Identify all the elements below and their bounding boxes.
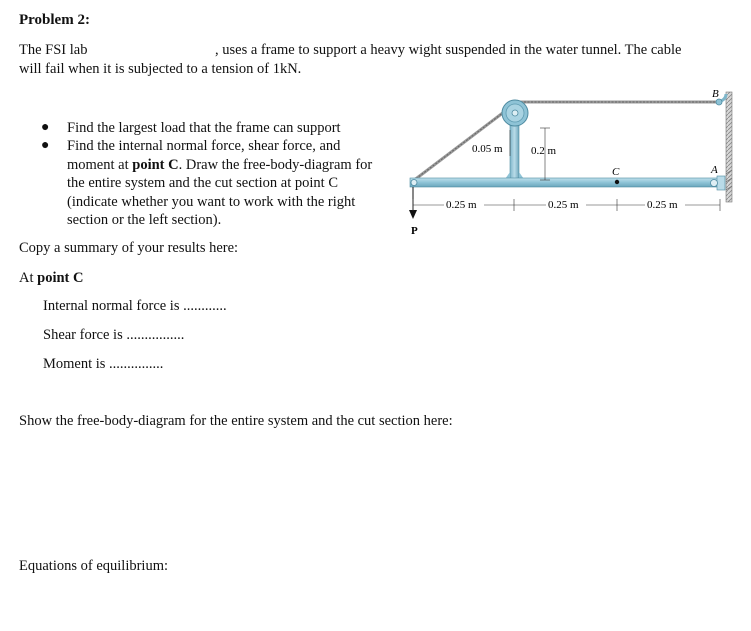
shear-force-line: Shear force is ................ [43,327,185,343]
task-text: Find the internal normal force, shear force, and [67,138,341,155]
bullet-dot-icon: ● [41,120,50,135]
intro-text-start: The FSI lab [19,42,88,58]
at-point-label: point C [37,270,84,286]
dim-span-2: 0.25 m [548,199,579,211]
results-prompt: Copy a summary of your results here: [19,240,239,256]
task-list [41,119,386,229]
task-text: . Draw the free-body-diagram for [178,156,373,173]
task-text: (indicate whether you want to work with the right [67,193,356,210]
intro-text-continued: , uses a frame to support a heavy wight suspended in the water tunnel. The cable [215,42,682,58]
dim-span-3: 0.25 m [647,199,678,211]
at-point-heading [19,270,83,287]
point-c-marker [615,180,619,184]
arrow-head-icon [409,210,417,219]
dim-height: 0.2 m [531,145,557,157]
task-text: moment at [67,156,133,173]
task-item-2 [41,137,386,229]
dim-pulley-radius: 0.05 m [472,143,503,155]
task-text: the entire system and the cut section at point C [67,175,339,192]
point-c-emphasis: point C [132,156,179,173]
horizontal-beam [410,178,723,187]
task-item-1 [41,119,386,137]
label-c: C [612,166,620,178]
fbd-prompt: Show the free-body-diagram for the entire system and the cut section here: [19,413,453,429]
equations-heading: Equations of equilibrium: [19,558,169,574]
task-text: section or the left section). [67,212,222,229]
moment-line: Moment is ............... [43,356,164,372]
task-text: Find the largest load that the frame can support [67,120,341,136]
label-p: P [411,225,418,236]
problem-title: Problem 2: [19,12,90,28]
frame-diagram [400,86,740,236]
pin-support-a [717,176,725,190]
normal-force-line: Internal normal force is ............ [43,298,227,314]
label-b: B [712,88,719,100]
dim-span-1: 0.25 m [446,199,477,211]
intro-text-line2: will fail when it is subjected to a tension of 1kN. [19,61,302,77]
bullet-dot-icon: ● [41,138,50,154]
label-a: A [711,164,718,176]
wall-support [726,92,732,202]
at-point-prefix: At [19,270,38,286]
